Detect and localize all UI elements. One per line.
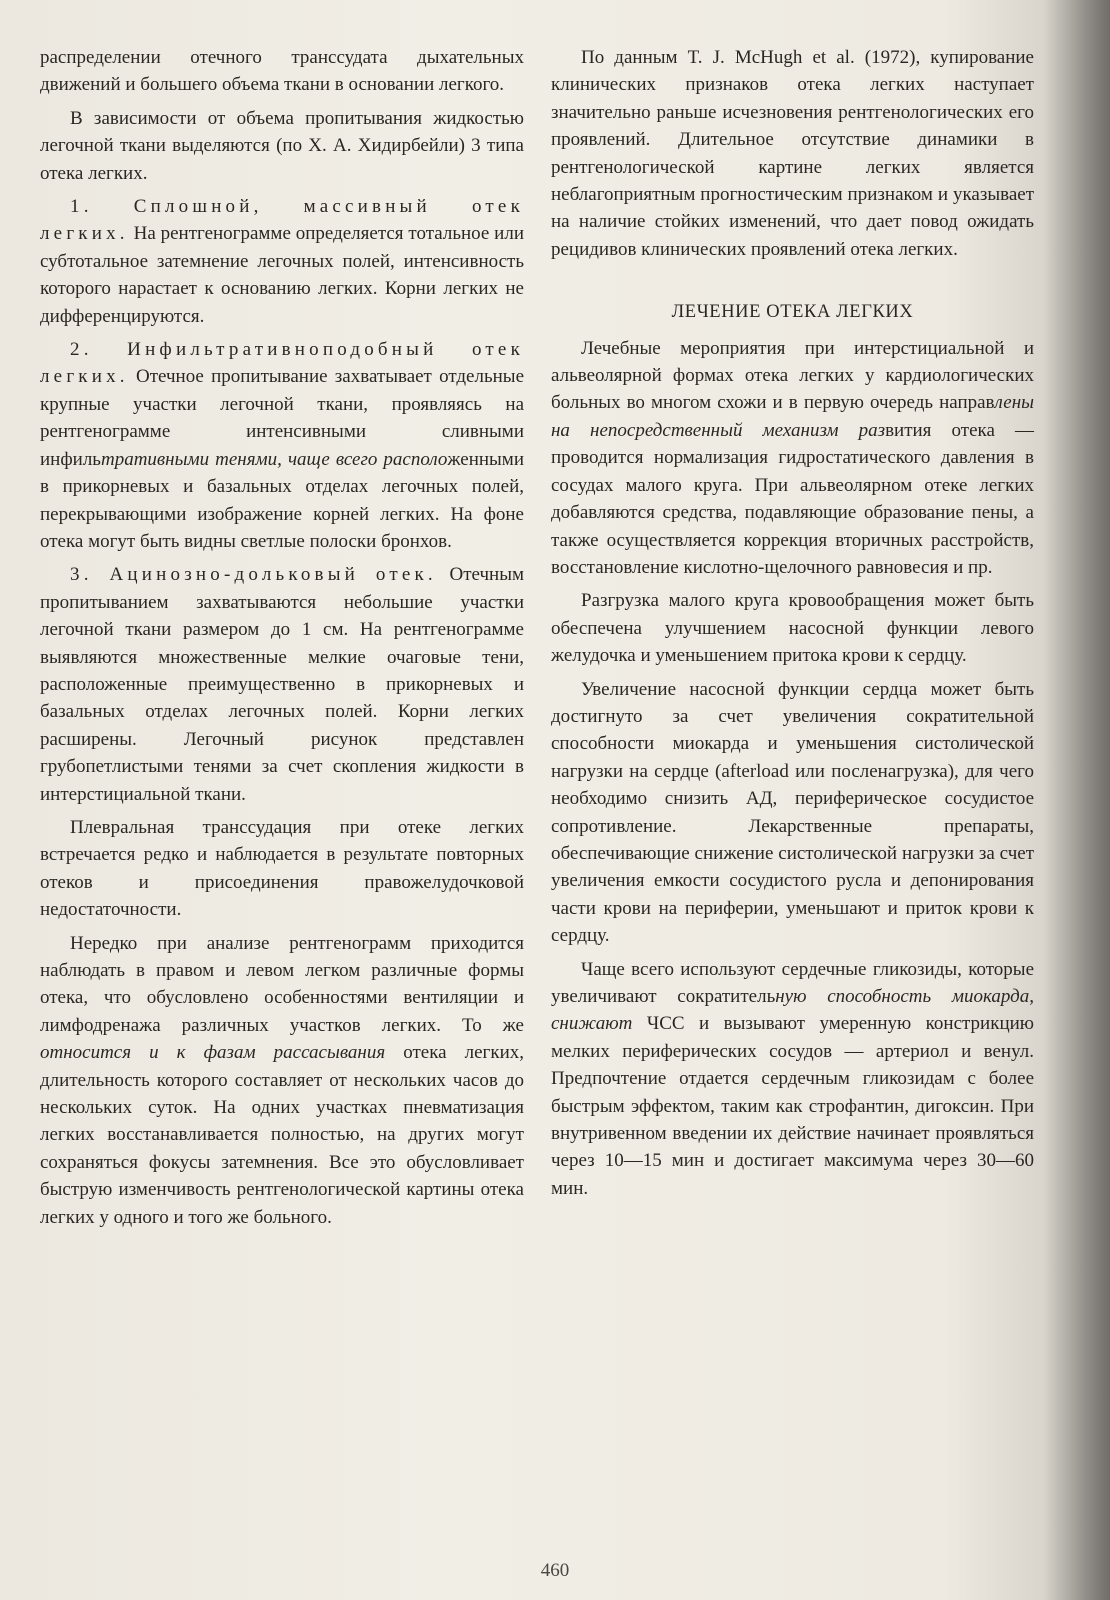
text-type-2-italic: тративными тенями, чаще всего располо bbox=[100, 448, 448, 470]
text-forms-part-1: Нередко при анализе рентгенограмм приходится наблюдать в правом и левом легком различные формы отека, что обусловлено особенностями вентиляции и лимфодренажа различных участков легких. То же bbox=[40, 932, 524, 1036]
paragraph-continued: распределении отечного транссудата дыхательных движений и большего объема ткани в основании легкого. bbox=[40, 47, 524, 96]
term-infiltrative-edema: 2. Инфильтративноподобный отек легких. bbox=[40, 339, 524, 388]
paragraph-edema-type-3 bbox=[40, 561, 524, 808]
page-number: 460 bbox=[540, 1560, 570, 1581]
text-forms-italic: относится и к фазам рассасывания bbox=[40, 1042, 386, 1064]
right-column bbox=[551, 44, 1034, 1208]
paragraph-pleural-transudation: Плевральная транссудация при отеке легких встречается редко и наблюдается в результате повторных отеков и присоединения правожелудочковой недостаточности. bbox=[40, 816, 524, 921]
text-type-2-part-2: женными в прикорневых и базальных отделах легочных полей, перекрывающими изображение корней легких. На фоне отека могут быть видны светлые полоски бронхов. bbox=[40, 448, 524, 552]
text-type-3: Отечным пропитыванием захватываются небольшие участки легочной ткани размером до 1 см. На рентгенограмме выявляются множественные мелкие очаговые тени, расположенные преимущественно в прикорневых и базальных отделах легочных полей. Корни легких расширены. Легочный рисунок представлен грубопетлистыми тенями за счет скопления жидкости в интерстициальной ткани. bbox=[40, 564, 524, 805]
paragraph-edema-type-1 bbox=[40, 193, 524, 330]
section-heading: ЛЕЧЕНИЕ ОТЕКА ЛЕГКИХ bbox=[671, 302, 914, 323]
text-type-1: На рентгенограмме определяется тотальное или субтотальное затемнение легочных полей, интенсивность которого нарастает к основанию легких. Корни легких не дифференцируются. bbox=[40, 223, 524, 327]
paragraph-pump-function: Увеличение насосной функции сердца может быть достигнуто за счет увеличения сократительной способности миокарда и уменьшения систолической нагрузки на сердце (afterload или посленагрузка), для чего необходимо снизить АД, периферическое сосудистое сопротивление. Лекарственные препараты, обеспечивающие снижение систолической нагрузки за счет увеличения емкости сосудистого русла и депонирования части крови на периферии, уменьшают и приток крови к сердцу. bbox=[551, 678, 1034, 947]
text-treatment-part-1: Лечебные мероприятия при интерстициальной и альвеолярной формах отека легких у кардиологических больных во многом схожи и в первую очередь направ bbox=[551, 337, 1034, 414]
text-treatment-part-2: вития отека — проводится нормализация гидростатического давления в сосудах малого круга. При альвеолярном отеке легких добавляются средства, подавляющие образование пены, а также осуществляется коррекция вторичных расстройств, восстановление кислотно-щелочного равновесия и пр. bbox=[551, 419, 1034, 578]
term-solid-massive-edema: 1. Сплошной, массивный отек легких. bbox=[40, 196, 524, 245]
paragraph-mchugh: По данным T. J. McHugh et al. (1972), купирование клинических признаков отека легких наступает значительно раньше исчезновения рентгенологических его проявлений. Длительное отсутствие динамики в рентгенологической картине легких является неблагоприятным прогностическим признаком и указывает на наличие стойких изменений, что дает повод ожидать рецидивов клинических проявлений отека легких. bbox=[551, 47, 1034, 260]
paragraph-glycosides bbox=[551, 956, 1034, 1203]
paragraph-edema-forms bbox=[40, 930, 524, 1231]
paragraph-edema-types-intro: В зависимости от объема пропитывания жидкостью легочной ткани выделяются (по Х. А. Хидирбейли) 3 типа отека легких. bbox=[40, 107, 524, 184]
paragraph-treatment-measures bbox=[551, 335, 1034, 582]
text-glycosides-part-1: Чаще всего используют сердечные гликозиды, которые увеличивают сократитель bbox=[551, 958, 1034, 1007]
paragraph-circulation-unloading: Разгрузка малого круга кровообращения может быть обеспечена улучшением насосной функции левого желудочка и уменьшением притока крови к сердцу. bbox=[551, 590, 1034, 667]
text-treatment-italic: лены на непосредственный механизм раз bbox=[551, 392, 1034, 441]
term-acinar-lobular-edema: 3. Ацинозно-дольковый отек. bbox=[70, 564, 437, 586]
paragraph-edema-type-2 bbox=[40, 336, 524, 555]
text-forms-part-2: отека легких, длительность которого составляет от нескольких часов до нескольких суток. На одних участках пневматизация легких восстанавливается полностью, на других могут сохраняться фокусы затемнения. Все это обусловливает быструю изменчивость рентгенологической картины отека легких у одного и того же больного. bbox=[40, 1042, 524, 1228]
text-type-2-part-1: Отечное пропитывание захватывает отдельные крупные участки легочной ткани, проявляясь на рентгенограмме интенсивными сливными инфиль bbox=[40, 366, 524, 470]
text-glycosides-italic: ную способность миокарда, снижают bbox=[551, 986, 1034, 1035]
left-column bbox=[40, 44, 524, 1237]
text-glycosides-part-2: ЧСС и вызывают умеренную констрикцию мелких периферических сосудов — артериол и венул. Предпочтение отдается сердечным гликозидам с более быстрым эффектом, таким как строфантин, дигоксин. При внутривенном введении их действие начинает проявляться через 10—15 мин и достигает максимума через 30—60 мин. bbox=[551, 1013, 1034, 1199]
